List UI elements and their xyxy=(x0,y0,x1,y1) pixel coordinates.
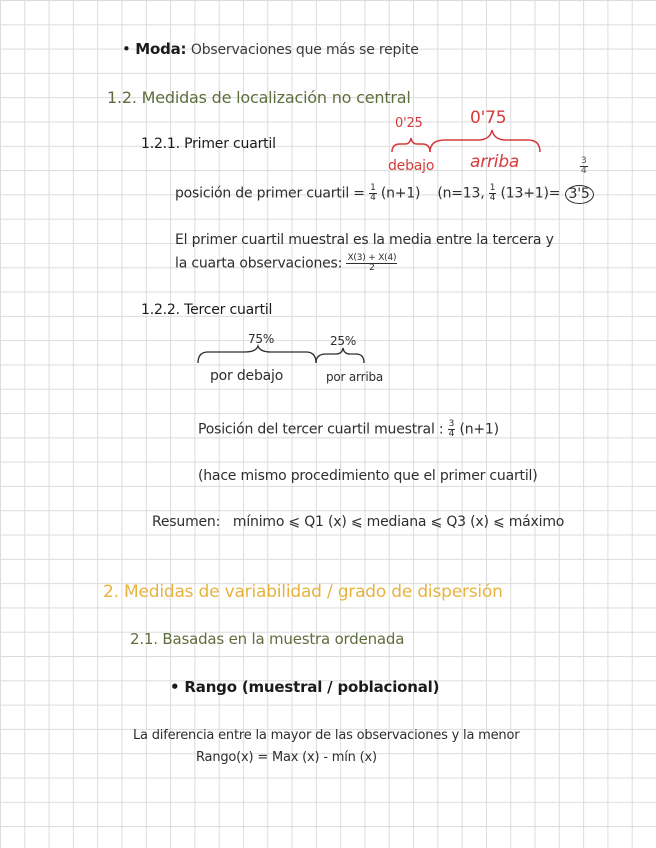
q3-annot-left-pct: 75% xyxy=(248,332,275,346)
q3-right-brace xyxy=(316,348,364,363)
q1-text-line2 xyxy=(175,254,397,273)
q1-mean-num: X(3) + X(4) xyxy=(347,253,397,263)
q1-frac-num: 1 xyxy=(370,183,376,193)
q3-left-brace xyxy=(198,346,316,363)
moda-term: Moda: xyxy=(135,40,187,58)
heading-2: 2. Medidas de variabilidad / grado de dispersión xyxy=(103,582,503,602)
q1-frac-den: 4 xyxy=(370,193,376,203)
resumen-label: Resumen: xyxy=(152,514,221,530)
bullet-icon: • xyxy=(122,40,131,58)
q1-position-formula: (n+1) xyxy=(380,185,421,202)
q3-position-formula: (n+1) xyxy=(459,421,499,438)
q3-note: (hace mismo procedimiento que el primer cuartil) xyxy=(198,468,538,484)
q3-frac-num: 3 xyxy=(448,419,455,429)
heading-1-2: 1.2. Medidas de localización no central xyxy=(107,88,411,107)
q3-annot-left-label: por debajo xyxy=(210,368,284,384)
heading-2-1: 2.1. Basadas en la muestra ordenada xyxy=(130,630,405,648)
q1-result-circled: 3'5 xyxy=(565,185,594,204)
bullet-icon: • xyxy=(170,678,180,696)
q1-example: (n=13, xyxy=(437,185,485,202)
q1-note-num: 3 xyxy=(581,156,587,166)
q1-left-brace xyxy=(392,138,430,152)
q1-note-den: 4 xyxy=(581,166,587,176)
q1-text-line2-label: la cuarta observaciones: xyxy=(175,255,343,272)
resumen-formula: mínimo ⩽ Q1 (x) ⩽ mediana ⩽ Q3 (x) ⩽ máximo xyxy=(232,514,565,530)
q1-annot-right-label: arriba xyxy=(470,152,520,172)
q3-annot-right-label: por arriba xyxy=(326,370,384,384)
q1-annot-right-value: 0'75 xyxy=(470,108,507,128)
q1-position-line xyxy=(175,184,594,204)
q3-frac-den: 4 xyxy=(448,429,455,439)
q3-position-label: Posición del tercer cuartil muestral : xyxy=(198,421,444,438)
rango-title: Rango (muestral / poblacional) xyxy=(184,678,440,696)
q3-annot-right-pct: 25% xyxy=(330,334,357,348)
rango-def-line2: Rango(x) = Max (x) - mín (x) xyxy=(196,750,377,765)
heading-1-2-2: 1.2.2. Tercer cuartil xyxy=(141,302,273,318)
heading-1-2-1: 1.2.1. Primer cuartil xyxy=(141,136,276,152)
moda-text: Observaciones que más se repite xyxy=(190,42,419,58)
q1-example-frac-num: 1 xyxy=(489,183,496,193)
q1-example-frac-den: 4 xyxy=(489,193,496,203)
q1-annot-left-value: 0'25 xyxy=(395,116,423,131)
q1-example-formula: (13+1)= xyxy=(500,185,561,202)
rango-def-line1: La diferencia entre la mayor de las observaciones y la menor xyxy=(133,728,520,743)
q1-position-label: posición de primer cuartil = xyxy=(175,185,365,202)
q3-position-line xyxy=(198,420,499,439)
q1-annot-left-label: debajo xyxy=(388,158,435,174)
q1-right-brace xyxy=(430,130,540,152)
q1-mean-den: 2 xyxy=(369,263,375,273)
rango-title-line xyxy=(170,678,439,696)
q1-text-line1: El primer cuartil muestral es la media entre la tercera y xyxy=(175,232,554,248)
resumen-line xyxy=(152,514,564,530)
